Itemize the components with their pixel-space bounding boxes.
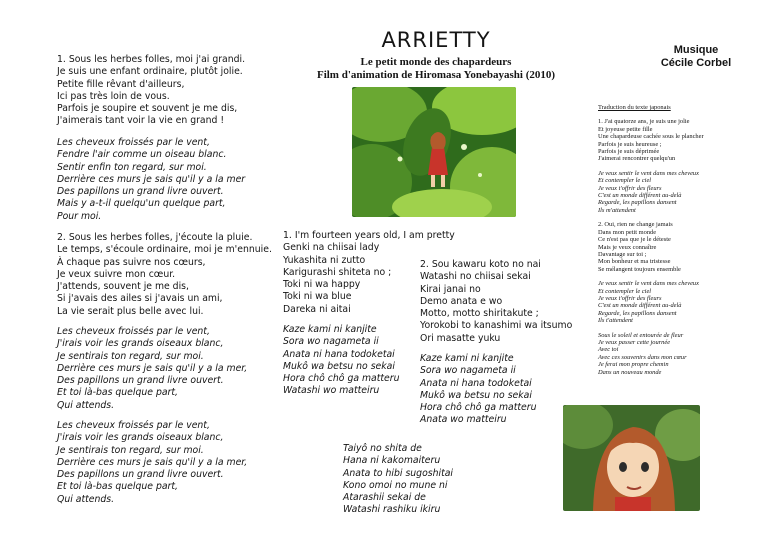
composer-credit [650, 44, 742, 70]
lyric-line: Les cheveux froissés par le vent, [57, 420, 210, 431]
lyric-line: Et toi là-bas quelque part, [57, 387, 178, 399]
lyric-line: Sora wo nagameta ii [420, 365, 516, 377]
lyric-line: Derrière ces murs je sais qu'il y a la mer [57, 173, 246, 185]
lyric-line: Ori masatte yuku [420, 332, 501, 344]
lyric-line: Sentir enfin ton regard, sur moi. [57, 161, 207, 173]
lyric-line: Je suis une enfant ordinaire, plutôt jolie. [57, 66, 243, 78]
lyric-line: Karigurashi shiteta no ; [283, 266, 392, 278]
lyric-line: Et contempler le ciel [598, 177, 652, 185]
french-verse-1 [57, 54, 245, 128]
lyric-line: Dans un nouveau monde [598, 368, 662, 376]
french-chorus-3 [57, 420, 247, 506]
lyric-line: Ils m'attendent [598, 206, 636, 214]
subtitle-line: Le petit monde des chapardeurs [360, 56, 512, 68]
translation-heading: Traduction du texte japonais [598, 104, 671, 111]
composer-label: Musique [673, 44, 719, 56]
lyric-line: Sora wo nagameta ii [283, 336, 379, 348]
lyric-line: Watashi no chiisai sekai [420, 271, 531, 283]
portrait-image [563, 405, 700, 511]
translation-paragraph-4 [598, 280, 704, 324]
lyric-line: Je veux t'offrir des fleurs [598, 294, 662, 302]
translation-column [598, 104, 704, 376]
lyric-line: Toki ni wa happy [283, 279, 361, 291]
lyric-line: Qui attends. [57, 399, 115, 411]
arrietty-portrait [563, 405, 700, 511]
lyric-line: Mukô wa betsu no sekai [283, 360, 395, 372]
lyric-line: J'aimerai rencontrer quelqu'un [598, 155, 676, 163]
lyric-line: Hora chô chô ga matteru [420, 402, 537, 414]
lyric-line: Davantage sur toi ; [598, 250, 647, 258]
lyric-line: 1. J'ai quatorze ans, je suis une jolie [598, 118, 690, 126]
lyric-line: Kaze kami ni kanjite [283, 324, 377, 335]
lyric-line: Anata to hibi sugoshitai [343, 467, 454, 479]
lyric-line: Petite fille rêvant d'ailleurs, [57, 78, 185, 90]
lyric-line: Je veux passer cette journée [598, 338, 671, 346]
lyric-line: Anata wo matteiru [420, 414, 507, 426]
composer-name: Cécile Corbel [660, 57, 732, 69]
lyric-line: Dareka ni aitai [283, 303, 351, 315]
lyric-line: Taiyô no shita de [343, 443, 422, 454]
lyric-line: Fendre l'air comme un oiseau blanc. [57, 149, 227, 161]
lyric-line: C'est un monde différent au-delà [598, 192, 682, 200]
lyric-line: Derrière ces murs je sais qu'il y a la mer, [57, 362, 248, 374]
translation-paragraph-5 [598, 332, 704, 376]
french-chorus-1 [57, 137, 245, 223]
lyric-line: Yorokobi to kanashimi wa itsumo [420, 320, 573, 332]
lyric-line: Une chapardeuse cachée sous le plancher [598, 133, 704, 141]
lyric-line: Ici pas très loin de vous. [57, 90, 170, 102]
french-chorus-2 [57, 326, 247, 412]
lyric-line: Se mélangent toujours ensemble [598, 265, 681, 273]
japanese-verse-2 [420, 259, 572, 345]
lyric-line: Hana ni kakomaiteru [343, 455, 441, 467]
lyric-line: Je veux t'offrir des fleurs [598, 184, 662, 192]
lyric-line: 1. I'm fourteen years old, I am pretty [283, 230, 455, 241]
lyric-line: Des papillons un grand livre ouvert. [57, 469, 224, 481]
lyric-line: Yukashita ni zutto [283, 254, 366, 266]
lyric-line: Avec toi [598, 346, 619, 354]
japanese-outro [343, 443, 453, 517]
lyric-line: Si j'avais des ailes si j'avais un ami, [57, 293, 223, 305]
translation-paragraph-3 [598, 221, 704, 273]
lyric-line: Regarde, les papillons dansent [598, 309, 677, 317]
lyric-line: Parfois je suis heureuse ; [598, 140, 662, 148]
lyric-line: 2. Sou kawaru koto no nai [420, 259, 541, 270]
lyric-line: Les cheveux froissés par le vent, [57, 137, 210, 148]
subtitle-line: Film d'animation de Hiromasa Yonebayashi (2010) [316, 69, 556, 81]
lyric-line: Anata ni hana todoketai [420, 377, 532, 389]
lyric-line: Kono omoi no mune ni [343, 479, 448, 491]
japanese-chorus-1 [283, 324, 399, 398]
lyric-line: Parfois je suis déprimée [598, 148, 660, 156]
lyric-line: J'irais voir les grands oiseaux blanc, [57, 432, 224, 444]
lyric-line: Et contempler le ciel [598, 287, 652, 295]
page-title: ARRIETTY [381, 28, 491, 52]
lyric-line: Je ferai mon propre chemin [598, 361, 669, 369]
lyric-line: Je sentirais ton regard, sur moi. [57, 444, 204, 456]
lyric-line: J'irais voir les grands oiseaux blanc, [57, 338, 224, 350]
lyric-line: Regarde, les papillons dansent [598, 199, 677, 207]
lyric-line: Watashi rashiku ikiru [343, 504, 441, 516]
lyric-line: Mais y a-t-il quelqu'un quelque part, [57, 198, 226, 210]
lyric-line: Motto, motto shiritakute ; [420, 308, 539, 320]
lyric-line: Je veux sentir le vent dans mes cheveux [598, 169, 699, 177]
lyric-line: Kirai janai no [420, 283, 481, 295]
lyric-line: Ils t'attendent [598, 317, 633, 325]
lyric-line: Qui attends. [57, 493, 115, 505]
lyric-line: Kaze kami ni kanjite [420, 353, 514, 364]
lyric-line: Ce n'est pas que je le déteste [598, 236, 671, 244]
french-verse-2 [57, 232, 272, 318]
lyric-line: Et joyeuse petite fille [598, 125, 653, 133]
lyric-line: Des papillons un grand livre ouvert. [57, 375, 224, 387]
lyric-line: Toki ni wa blue [283, 291, 352, 303]
lyric-line: Atarashii sekai de [343, 492, 426, 504]
lyric-line: 1. Sous les herbes folles, moi j'ai grandi. [57, 54, 246, 65]
lyric-line: Je veux sentir le vent dans mes cheveux [598, 280, 699, 288]
lyric-line: Hora chô chô ga matteru [283, 373, 400, 385]
leaves-illustration [352, 87, 516, 217]
lyric-line: Genki na chiisai lady [283, 242, 380, 254]
translation-paragraph-1 [598, 118, 704, 162]
lyric-line: Parfois je soupire et souvent je me dis, [57, 103, 238, 115]
japanese-chorus-2 [420, 353, 536, 427]
lyric-line: Je sentirais ton regard, sur moi. [57, 350, 204, 362]
lyric-line: 2. Oui, rien ne change jamais [598, 221, 673, 229]
lyric-line: J'attends, souvent je me dis, [57, 281, 189, 293]
lyric-line: À chaque pas suivre nos cœurs, [57, 256, 206, 268]
lyric-line: Derrière ces murs je sais qu'il y a la mer, [57, 456, 248, 468]
lyric-line: Mukô wa betsu no sekai [420, 389, 532, 401]
lyric-line: Mais je veux connaître [598, 243, 657, 251]
lyric-line: Pour moi. [57, 210, 102, 222]
lyric-line: Anata ni hana todoketai [283, 348, 395, 360]
lyric-line: Sous le soleil et entourée de fleur [598, 331, 684, 339]
translation-paragraph-2 [598, 170, 704, 214]
lyric-line: Mon bonheur et ma tristesse [598, 258, 671, 266]
lyric-line: Demo anata e wo [420, 295, 503, 307]
lyric-line: 2. Sous les herbes folles, j'écoute la pluie. [57, 232, 253, 243]
movie-still-image [352, 87, 516, 217]
lyric-line: Watashi wo matteiru [283, 385, 380, 397]
lyric-line: Dans mon petit monde [598, 228, 657, 236]
lyric-line: Je veux suivre mon cœur. [57, 268, 176, 280]
lyric-line: J'aimerais tant voir la vie en grand ! [57, 115, 225, 127]
lyric-line: La vie serait plus belle avec lui. [57, 305, 204, 317]
lyric-line: Des papillons un grand livre ouvert. [57, 186, 224, 198]
lyric-line: Avec ces souvenirs dans mon cœur [598, 353, 687, 361]
lyric-line: Le temps, s'écoule ordinaire, moi je m'ennuie. [57, 244, 272, 256]
lyric-line: Les cheveux froissés par le vent, [57, 326, 210, 337]
lyric-line: C'est un monde différent au-delà [598, 302, 682, 310]
lyric-line: Et toi là-bas quelque part, [57, 481, 178, 493]
